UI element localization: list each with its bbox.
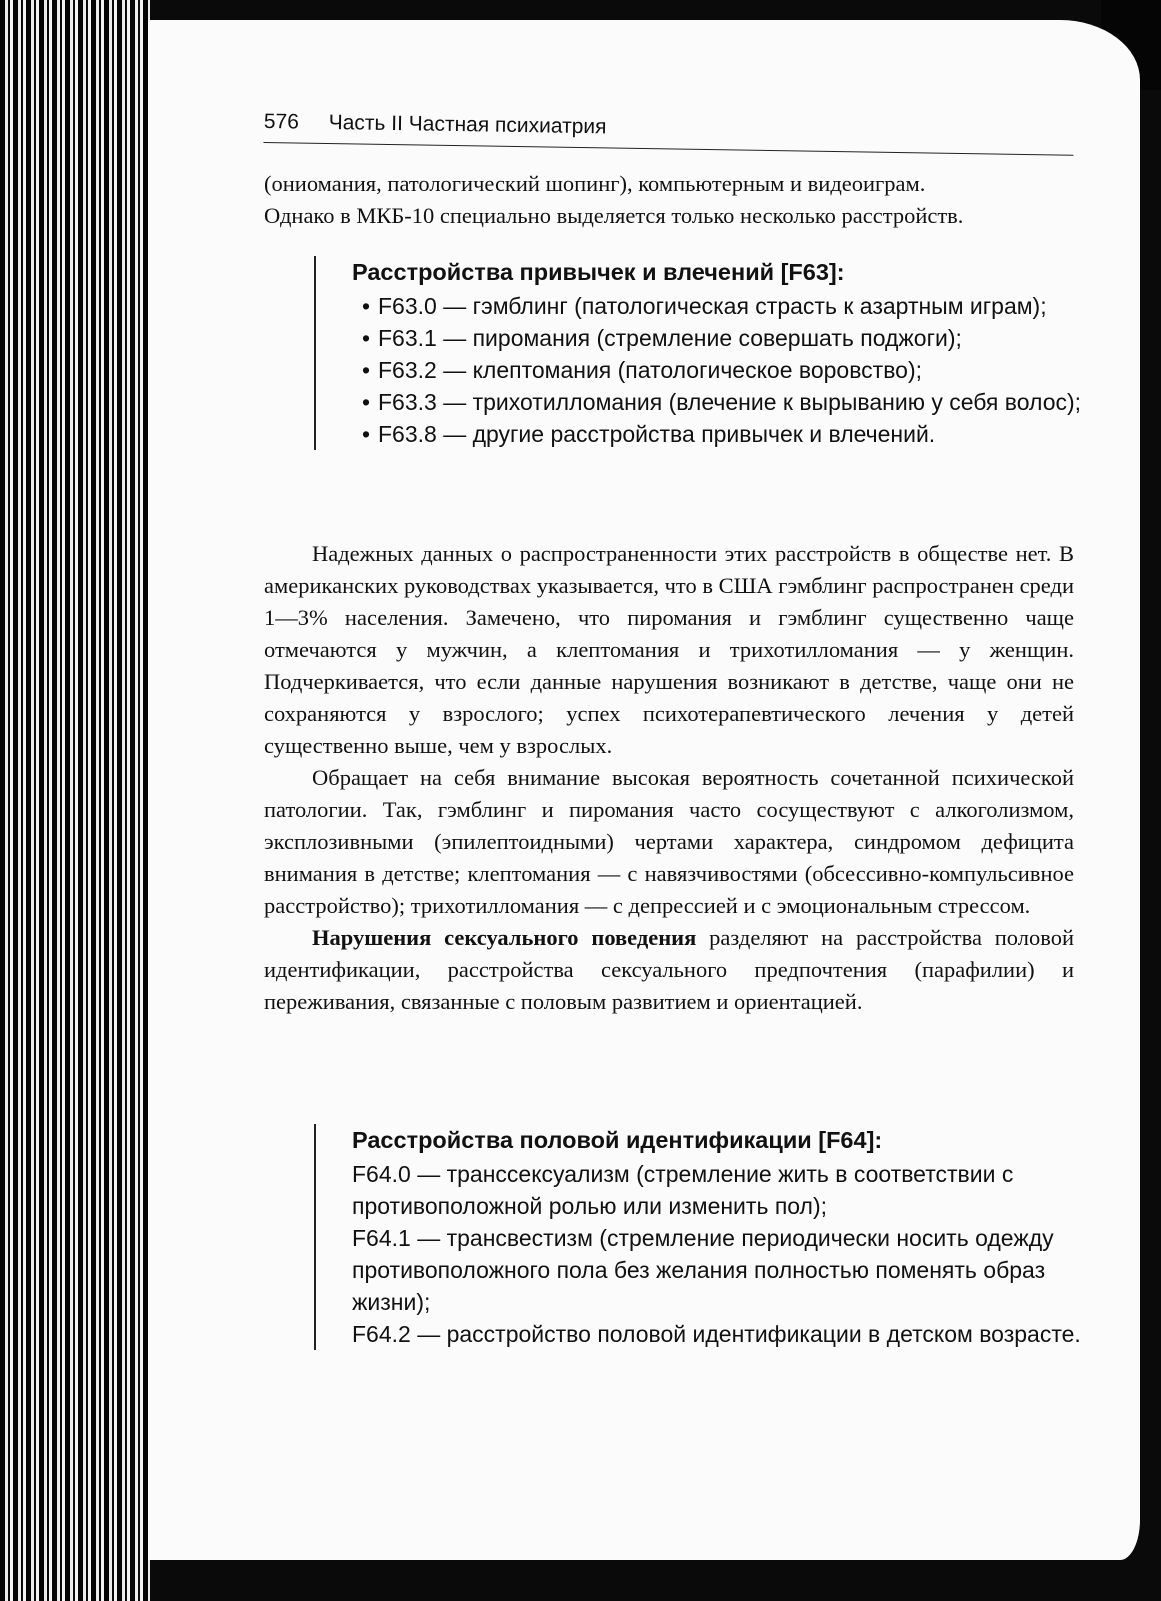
sexual-behaviour-paragraph [264,922,1074,1018]
body-text [264,538,1074,1018]
f63-item-text: F63.2 — клептомания (патологическое воровство); [378,357,923,383]
f63-item [352,322,1110,354]
intro-line: Однако в МКБ-10 специально выделяется только несколько расстройств. [264,203,964,228]
scanned-page-edges [0,0,150,1601]
bullet-icon: • [362,293,371,319]
f63-item [352,386,1110,418]
f63-box [314,256,1110,450]
f64-item: F64.1 — трансвестизм (стремление периодически носить одежду противоположного пола без желания полностью поменять образ жизни); [352,1225,1054,1315]
f63-item-text: F63.0 — гэмблинг (патологическая страсть к азартным играм); [378,293,1047,319]
f63-item-text: F63.3 — трихотилломания (влечение к вырыванию у себя волос); [378,389,1082,415]
bullet-icon: • [362,389,371,415]
sexual-behaviour-text: разделяют на расстройства половой идентификации, расстройства сексуального предпочтения (парафилии) и переживания, связанные с половым развитием и ориентацией. [264,925,1074,1014]
f63-item [352,418,1110,450]
f63-item [352,290,1110,322]
running-title: Часть II Частная психиатрия [328,111,607,139]
body-paragraph: Обращает на себя внимание высокая вероятность сочетанной психической патологии. Так, гэмблинг и пиромания часто сосуществуют с алкоголизмом, эксплозивными (эпилептоидными) чертами характера, синдромом дефицита внимания в детстве; клептомания — с навязчивостями (обсессивно-компульсивное расстройство); трихотилломания — с депрессией и с эмоциональным стрессом. [264,765,1074,918]
f63-item-text: F63.8 — другие расстройства привычек и влечений. [378,421,936,447]
f64-title: Расстройства половой идентификации [F64]: [352,1127,883,1153]
page-number: 576 [263,110,300,134]
bullet-icon: • [362,325,371,351]
sexual-behaviour-term: Нарушения сексуального поведения [312,925,697,950]
bullet-icon: • [362,357,371,383]
intro-line: (ониомания, патологический шопинг), компьютерным и видеоиграм. [264,171,926,196]
f64-item: F64.2 — расстройство половой идентификации в детском возрасте. [352,1321,1081,1347]
f64-item: F64.0 — транссексуализм (стремление жить в соответствии с противоположной ролью или изменить пол); [352,1161,1014,1219]
bullet-icon: • [362,421,371,447]
f63-item-text: F63.1 — пиромания (стремление совершать поджоги); [378,325,962,351]
f64-box [314,1124,1110,1350]
intro-text [264,168,1074,232]
body-paragraph: Надежных данных о распространенности этих расстройств в обществе нет. В американских руководствах указывается, что в США гэмблинг распространен среди 1—3% населения. Замечено, что пиромания и гэмблинг существенно чаще отмечаются у мужчин, а клептомания и трихотилломания — у женщин. Подчеркивается, что если данные нарушения возникают в детстве, чаще они не сохраняются у взрослого; успех психотерапевтического лечения у детей существенно выше, чем у взрослых. [264,541,1074,758]
f63-item [352,354,1110,386]
f63-title: Расстройства привычек и влечений [F63]: [352,259,845,285]
